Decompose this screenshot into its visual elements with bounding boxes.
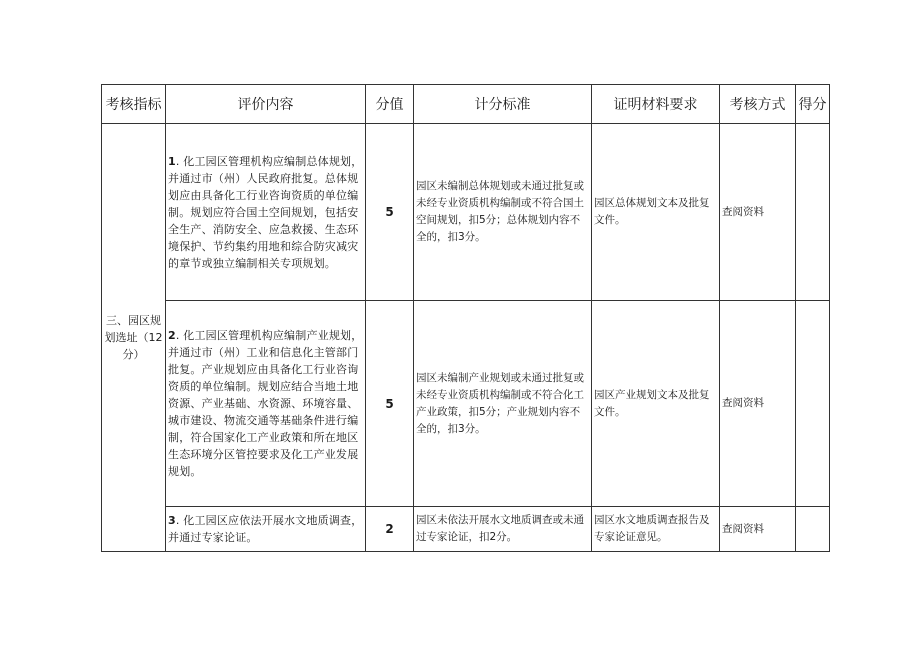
- row-content: [166, 301, 366, 507]
- header-score: 分值: [366, 85, 414, 124]
- row-text: . 化工园区应依法开展水文地质调查，并通过专家论证。: [168, 514, 363, 544]
- row-text: . 化工园区管理机构应编制总体规划，并通过市（州）人民政府批复。总体规划应由具备化工行业咨询资质的单位编制。规划应符合国土空间规划，包括安全生产、消防安全、应急救援、生态环境保护、节约集约用地和综合防灾减灾的章节或独立编制相关专项规划。: [168, 154, 363, 270]
- row-got: [796, 124, 830, 301]
- row-standard: 园区未依法开展水文地质调查或未通过专家论证，扣2分。: [414, 507, 592, 552]
- row-proof: 园区产业规划文本及批复文件。: [592, 301, 720, 507]
- header-proof: 证明材料要求: [592, 85, 720, 124]
- header-method: 考核方式: [720, 85, 796, 124]
- row-content: [166, 507, 366, 552]
- table-row: [102, 301, 830, 507]
- table-row: [102, 507, 830, 552]
- row-got: [796, 301, 830, 507]
- group-label: 三、园区规划选址（12分）: [102, 124, 166, 552]
- header-standard: 计分标准: [414, 85, 592, 124]
- row-method: 查阅资料: [720, 507, 796, 552]
- row-number: 1: [168, 154, 176, 168]
- header-indicator: 考核指标: [102, 85, 166, 124]
- assessment-table: [101, 84, 830, 552]
- row-number: 2: [168, 329, 176, 342]
- row-method: 查阅资料: [720, 301, 796, 507]
- row-text: . 化工园区管理机构应编制产业规划，并通过市（州）工业和信息化主管部门批复。产业规划应由具备化工行业咨询资质的单位编制。规划应结合当地土地资源、产业基础、水资源、环境容量、城市建设、物流交通等基础条件进行编制，符合国家化工产业政策和所在地区生态环境分区管控要求及化工产业发展规划。: [168, 329, 363, 478]
- row-score: 5: [366, 301, 414, 507]
- row-score: 5: [366, 124, 414, 301]
- row-method: 查阅资料: [720, 124, 796, 301]
- row-score: 2: [366, 507, 414, 552]
- row-standard: 园区未编制产业规划或未通过批复或未经专业资质机构编制或不符合化工产业政策，扣5分；产业规划内容不全的，扣3分。: [414, 301, 592, 507]
- header-content: 评价内容: [166, 85, 366, 124]
- row-standard: 园区未编制总体规划或未通过批复或未经专业资质机构编制或不符合国土空间规划，扣5分；总体规划内容不全的，扣3分。: [414, 124, 592, 301]
- header-row: [102, 85, 830, 124]
- row-got: [796, 507, 830, 552]
- row-content: [166, 124, 366, 301]
- row-number: 3: [168, 514, 176, 527]
- row-proof: 园区水文地质调查报告及专家论证意见。: [592, 507, 720, 552]
- header-got: 得分: [796, 85, 830, 124]
- row-proof: 园区总体规划文本及批复文件。: [592, 124, 720, 301]
- table-row: [102, 124, 830, 301]
